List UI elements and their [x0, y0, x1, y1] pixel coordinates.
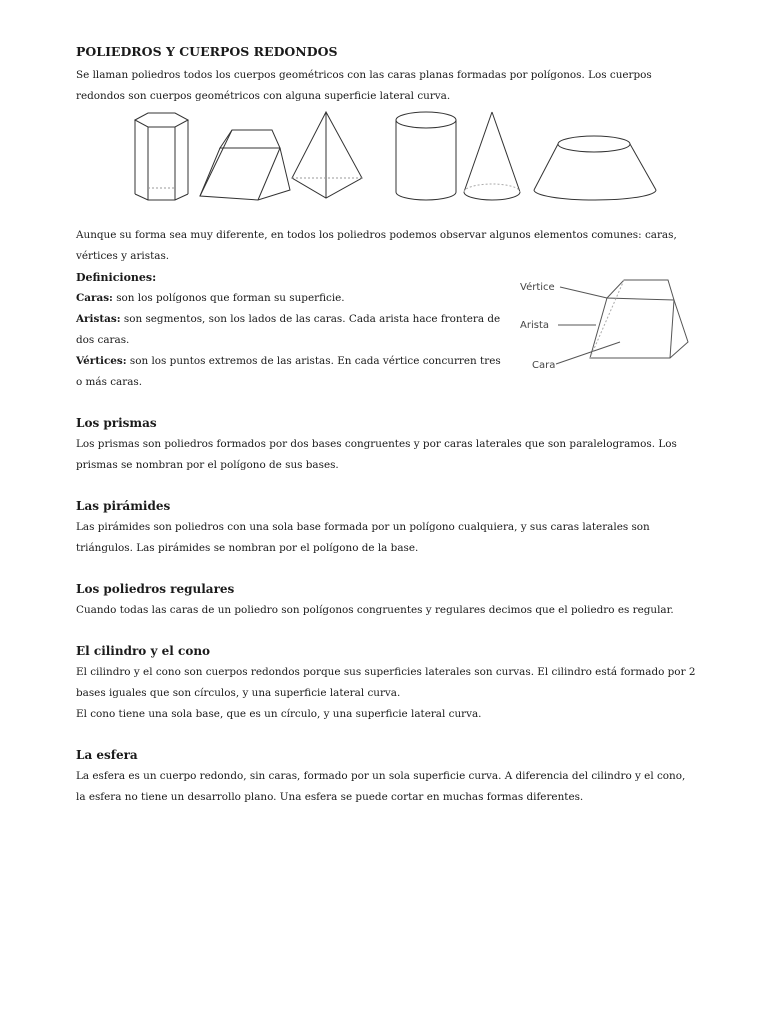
section-text: El cilindro y el cono son cuerpos redondos porque sus superficies laterales son curvas. El cilindro está formado por 2 bases iguales que son círculos, y una superficie lateral curva. — [76, 666, 696, 699]
def-vertices-text: son los puntos extremos de las aristas. En cada vértice concurren tres o más caras. — [76, 355, 501, 388]
section-text: Los prismas son poliedros formados por dos bases congruentes y por caras laterales que son paralelogramos. Los prismas se nombran por el polígono de sus bases. — [76, 438, 677, 471]
frustum-pyramid-figure — [200, 130, 290, 200]
section-text-2: El cono tiene una sola base, que es un círculo, y una superficie lateral curva. — [76, 708, 482, 720]
frustum-cone-figure — [534, 136, 656, 200]
def-vertices — [76, 351, 506, 393]
section-heading: El cilindro y el cono — [76, 644, 211, 658]
section-text: Las pirámides son poliedros con una sola base formada por un polígono cualquiera, y sus caras laterales son triángulos. Las pirámides se nombran por el polígono de la base. — [76, 521, 650, 554]
section-heading: Los prismas — [76, 416, 157, 430]
elements-intro-paragraph: Aunque su forma sea muy diferente, en todos los poliedros podemos observar algunos elementos comunes: caras, vértices y aristas. — [76, 229, 677, 262]
elements-diagram — [512, 270, 697, 380]
label-vertice: Vértice — [520, 282, 555, 293]
def-vertices-term: Vértices: — [76, 355, 127, 367]
section-heading: Los poliedros regulares — [76, 582, 235, 596]
label-arista: Arista — [520, 320, 549, 331]
def-aristas-text: son segmentos, son los lados de las caras. Cada arista hace frontera de dos caras. — [76, 313, 501, 346]
section-text: Cuando todas las caras de un poliedro son polígonos congruentes y regulares decimos que el poliedro es regular. — [76, 604, 674, 616]
def-aristas — [76, 309, 506, 351]
section-prismas — [76, 413, 696, 476]
section-heading: La esfera — [76, 748, 138, 762]
section-esfera — [76, 745, 696, 808]
section-text: La esfera es un cuerpo redondo, sin caras, formado por un sola superficie curva. A diferencia del cilindro y el cono, la esfera no tiene un desarrollo plano. Una esfera se puede cortar en muchas formas diferentes. — [76, 770, 686, 803]
pyramid-figure — [292, 112, 362, 198]
section-cilindro-cono — [76, 641, 696, 725]
definitions-block — [76, 288, 506, 393]
def-caras — [76, 288, 506, 309]
intro-paragraph: Se llaman poliedros todos los cuerpos geométricos con las caras planas formadas por polígonos. Los cuerpos redondos son cuerpos geométricos con alguna superficie lateral curva. — [76, 69, 652, 102]
label-cara: Cara — [532, 360, 556, 371]
def-caras-term: Caras: — [76, 292, 113, 304]
cone-figure — [464, 112, 520, 200]
def-caras-text: son los polígonos que forman su superficie. — [112, 292, 345, 304]
cylinder-figure — [396, 112, 456, 200]
frustum-diagram-shape — [556, 280, 688, 364]
hexagonal-prism-figure — [135, 113, 188, 200]
definitions-heading: Definiciones: — [76, 271, 157, 284]
page-title: POLIEDROS Y CUERPOS REDONDOS — [76, 44, 338, 59]
section-poliedros-regulares — [76, 579, 696, 621]
section-piramides — [76, 496, 696, 559]
solids-figure-row — [130, 108, 660, 204]
section-heading: Las pirámides — [76, 499, 171, 513]
def-aristas-term: Aristas: — [76, 313, 121, 325]
